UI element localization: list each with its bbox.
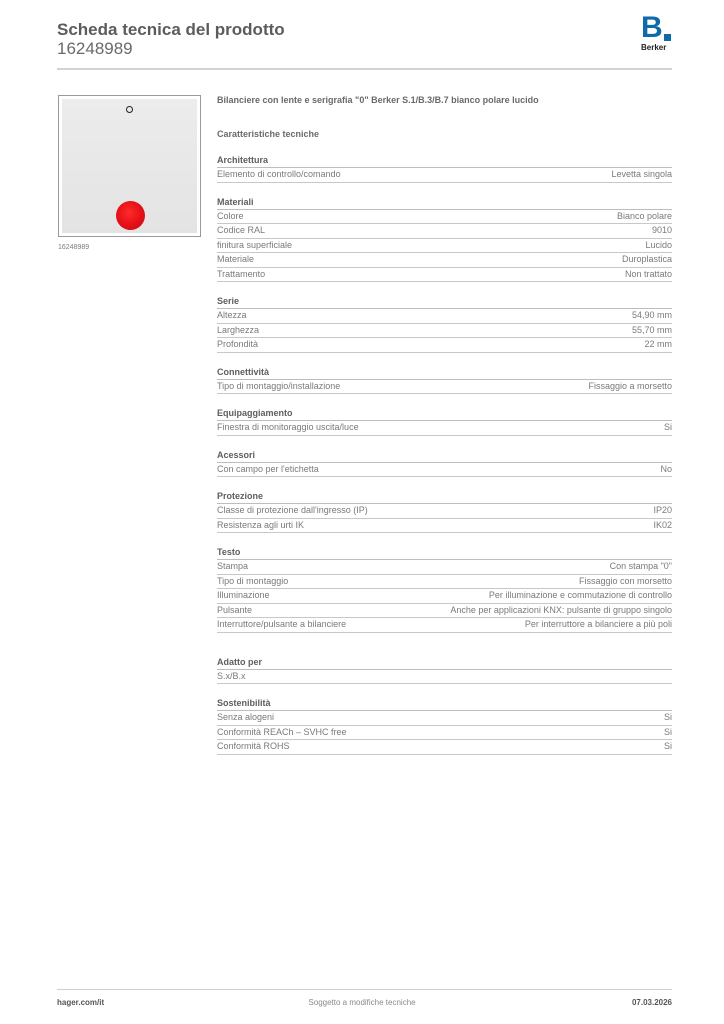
- spec-label: Tipo di montaggio: [217, 575, 289, 586]
- product-code: 16248989: [57, 39, 133, 58]
- section-materiali: [217, 197, 672, 283]
- logo-letter: B: [641, 11, 663, 44]
- spec-label: Tipo di montaggio/installazione: [217, 380, 341, 391]
- spec-label: Colore: [217, 210, 244, 221]
- spec-row: [217, 519, 672, 534]
- spec-label: Larghezza: [217, 324, 260, 335]
- spec-row: [217, 589, 672, 604]
- berker-logo: [638, 11, 678, 55]
- spec-value: Si: [663, 741, 672, 752]
- spec-value: Levetta singola: [611, 169, 672, 180]
- spec-label: Con campo per l'etichetta: [217, 463, 319, 474]
- spec-value: 9010: [651, 225, 672, 236]
- spec-label: Profondità: [217, 339, 259, 350]
- spec-row: [217, 711, 672, 726]
- section-title: Acessori: [217, 450, 672, 463]
- spec-value: IP20: [653, 505, 672, 516]
- spec-label: Elemento di controllo/comando: [217, 169, 341, 180]
- spec-row: [217, 253, 672, 268]
- spec-label: Illuminazione: [217, 590, 270, 601]
- section-equipaggiamento: [217, 408, 672, 436]
- spec-value: 55,70 mm: [631, 324, 672, 335]
- spec-column: [217, 95, 672, 755]
- spec-row: [217, 670, 672, 685]
- spec-row: [217, 575, 672, 590]
- footer-notice: Soggetto a modifiche tecniche: [308, 998, 416, 1007]
- spec-label: Stampa: [217, 561, 249, 572]
- section-architettura: [217, 155, 672, 183]
- section-title: Architettura: [217, 155, 672, 168]
- spec-row: [217, 210, 672, 225]
- spec-value: IK02: [653, 519, 672, 530]
- footer-divider: [57, 989, 672, 990]
- section-serie: [217, 296, 672, 353]
- spec-row: [217, 380, 672, 395]
- spec-row: [217, 560, 672, 575]
- rocker-face: [62, 99, 197, 233]
- section-title: Adatto per: [217, 657, 672, 670]
- spec-row: [217, 604, 672, 619]
- spec-label: Classe di protezione dall'ingresso (IP): [217, 505, 368, 516]
- spec-row: [217, 463, 672, 478]
- spec-value: Fissaggio a morsetto: [588, 380, 672, 391]
- tech-specs-heading: Caratteristiche tecniche: [217, 129, 320, 139]
- spec-value: Non trattato: [624, 268, 672, 279]
- spec-row: [217, 421, 672, 436]
- spec-row: [217, 324, 672, 339]
- section-title: Connettività: [217, 367, 672, 380]
- spec-value: 54,90 mm: [631, 310, 672, 321]
- spec-label: Finestra di monitoraggio uscita/luce: [217, 422, 359, 433]
- spec-value: Con stampa "0": [609, 561, 672, 572]
- product-name: Bilanciere con lente e serigrafia "0" Berker S.1/B.3/B.7 bianco polare lucido: [217, 95, 539, 105]
- spec-row: [217, 726, 672, 741]
- section-title: Materiali: [217, 197, 672, 210]
- spec-label: Pulsante: [217, 604, 253, 615]
- spec-row: [217, 504, 672, 519]
- spec-value: Si: [663, 712, 672, 723]
- spec-row: [217, 239, 672, 254]
- spec-label: Resistenza agli urti IK: [217, 519, 305, 530]
- spec-value: Fissaggio con morsetto: [578, 575, 672, 586]
- spec-label: S.x/B.x: [217, 670, 246, 681]
- logo-text: Berker: [641, 43, 667, 52]
- spec-value: Per interruttore a bilanciere a più poli: [524, 619, 672, 630]
- spec-value: Si: [663, 422, 672, 433]
- spec-label: Senza alogeni: [217, 712, 275, 723]
- logo-dot-icon: [664, 34, 671, 41]
- spec-label: Conformità ROHS: [217, 741, 290, 752]
- section-connettivita: [217, 367, 672, 395]
- spec-value: Per illuminazione e commutazione di controllo: [488, 590, 672, 601]
- section-title: Sostenibilità: [217, 698, 672, 711]
- print-zero-icon: [126, 106, 133, 113]
- section-accessori: [217, 450, 672, 478]
- spec-row: [217, 224, 672, 239]
- product-image-caption: 16248989: [58, 244, 90, 251]
- section-protezione: [217, 491, 672, 533]
- spec-value: No: [660, 463, 672, 474]
- spec-value: Anche per applicazioni KNX: pulsante di gruppo singolo: [450, 604, 672, 615]
- section-sostenibilita: [217, 698, 672, 755]
- spec-row: [217, 168, 672, 183]
- spec-row: [217, 740, 672, 755]
- section-title: Serie: [217, 296, 672, 309]
- footer-date: 07.03.2026: [631, 998, 672, 1007]
- page-title: Scheda tecnica del prodotto: [57, 20, 285, 39]
- spec-label: Altezza: [217, 310, 247, 321]
- spec-value: Bianco polare: [616, 210, 672, 221]
- section-adatto-per: [217, 657, 672, 685]
- spec-label: Trattamento: [217, 268, 266, 279]
- spec-label: Materiale: [217, 254, 255, 265]
- section-testo: [217, 547, 672, 633]
- product-image: [58, 95, 201, 237]
- spec-row: [217, 268, 672, 283]
- spec-label: Conformità REACh – SVHC free: [217, 726, 347, 737]
- footer-website-link[interactable]: hager.com/it: [57, 998, 105, 1007]
- section-title: Equipaggiamento: [217, 408, 672, 421]
- spec-value: Lucido: [645, 239, 672, 250]
- section-title: Testo: [217, 547, 672, 560]
- spec-value: Duroplastica: [621, 254, 672, 265]
- spec-value: 22 mm: [644, 339, 672, 350]
- red-lens-icon: [116, 201, 145, 230]
- spec-row: [217, 338, 672, 353]
- spec-row: [217, 618, 672, 633]
- spec-row: [217, 309, 672, 324]
- section-title: Protezione: [217, 491, 672, 504]
- spec-value: Si: [663, 726, 672, 737]
- spec-label: Codice RAL: [217, 225, 266, 236]
- spec-label: Interruttore/pulsante a bilanciere: [217, 619, 347, 630]
- header-divider: [57, 68, 672, 70]
- spec-label: finitura superficiale: [217, 239, 293, 250]
